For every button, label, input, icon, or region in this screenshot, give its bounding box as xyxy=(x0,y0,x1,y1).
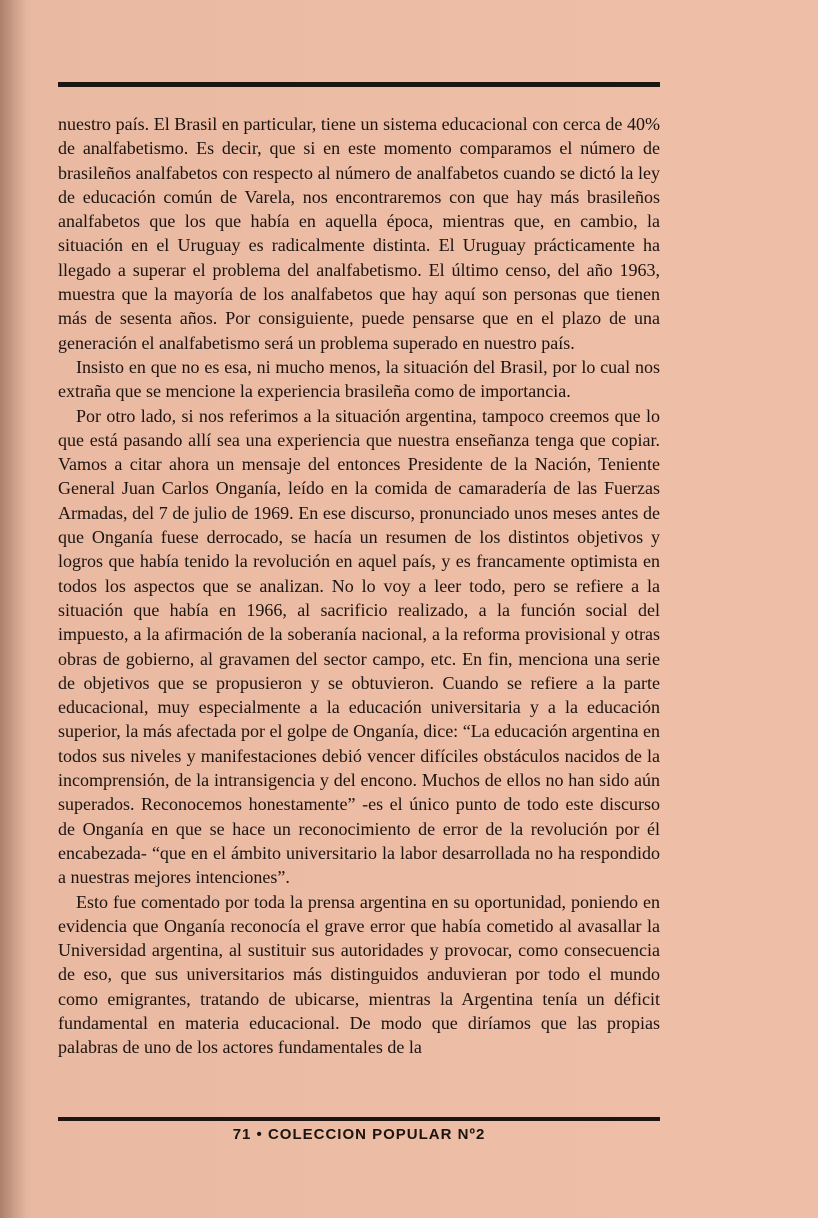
spine-shadow xyxy=(0,0,26,1218)
top-rule xyxy=(58,82,660,87)
body-text xyxy=(58,112,660,1060)
paragraph-1: nuestro país. El Brasil en particular, tiene un sistema educacional con cerca de 40% de analfabetismo. Es decir, que si en este momento comparamos el número de brasileños analfabetos con respecto al número de analfabetos cuando se dictó la ley de educación común de Varela, nos encontraremos con que hay más brasileños analfabetos que los que había en aquella época, mientras que, en cambio, la situación en el Uruguay es radicalmente distinta. El Uruguay prácticamente ha llegado a superar el problema del analfabetismo. El último censo, del año 1963, muestra que la mayoría de los analfabetos que hay aquí son personas que tienen más de sesenta años. Por consiguiente, puede pensarse que en el plazo de una generación el analfabetismo será un problema superado en nuestro país. xyxy=(58,114,660,353)
page-footer: 71 • COLECCION POPULAR Nº2 xyxy=(232,1126,486,1143)
paragraph-4: Esto fue comentado por toda la prensa argentina en su oportunidad, poniendo en evidencia que Onganía reconocía el grave error que había cometido al avasallar la Universidad argentina, al sustituir sus autoridades y provocar, como consecuencia de eso, que sus universitarios más distinguidos anduvieran por todo el mundo como emigrantes, tratando de ubicarse, mientras la Argentina tenía un déficit fundamental en materia educacional. De modo que diríamos que las propias palabras de uno de los actores fundamentales de la xyxy=(58,891,660,1058)
paragraph-2: Insisto en que no es esa, ni mucho menos, la situación del Brasil, por lo cual nos extraña que se mencione la experiencia brasileña como de importancia. xyxy=(58,356,660,402)
bottom-rule xyxy=(58,1117,660,1121)
paragraph-3: Por otro lado, si nos referimos a la situación argentina, tampoco creemos que lo que está pasando allí sea una experiencia que nuestra enseñanza tenga que copiar. Vamos a citar ahora un mensaje del entonces Presidente de la Nación, Teniente General Juan Carlos Onganía, leído en la comida de camaradería de las Fuerzas Armadas, del 7 de julio de 1969. En ese discurso, pronunciado unos meses antes de que Onganía fuese derrocado, se hacía un resumen de los distintos objetivos y logros que había tenido la revolución en aquel país, y es francamente optimista en todos los aspectos que se analizan. No lo voy a leer todo, pero se refiere a la situación que había en 1966, al sacrificio realizado, a la función social del impuesto, a la afirmación de la soberanía nacional, a la reforma provisional y otras obras de gobierno, al gravamen del sector campo, etc. En fin, menciona una serie de objetivos que se propusieron y se obtuvieron. Cuando se refiere a la parte educacional, muy especialmente a la educación universitaria y a la educación superior, la más afectada por el golpe de Onganía, dice: “La educación argentina en todos sus niveles y manifestaciones debió vencer difíciles obstáculos nacidos de la incomprensión, de la intransigencia y del encono. Muchos de ellos no han sido aún superados. Reconocemos honestamente” -es el único punto de todo este discurso de Onganía en que se hace un reconocimiento de error de la revolución por él encabezada- “que en el ámbito universitario la labor desarrollada no ha respondido a nuestras mejores intenciones”. xyxy=(58,405,660,888)
